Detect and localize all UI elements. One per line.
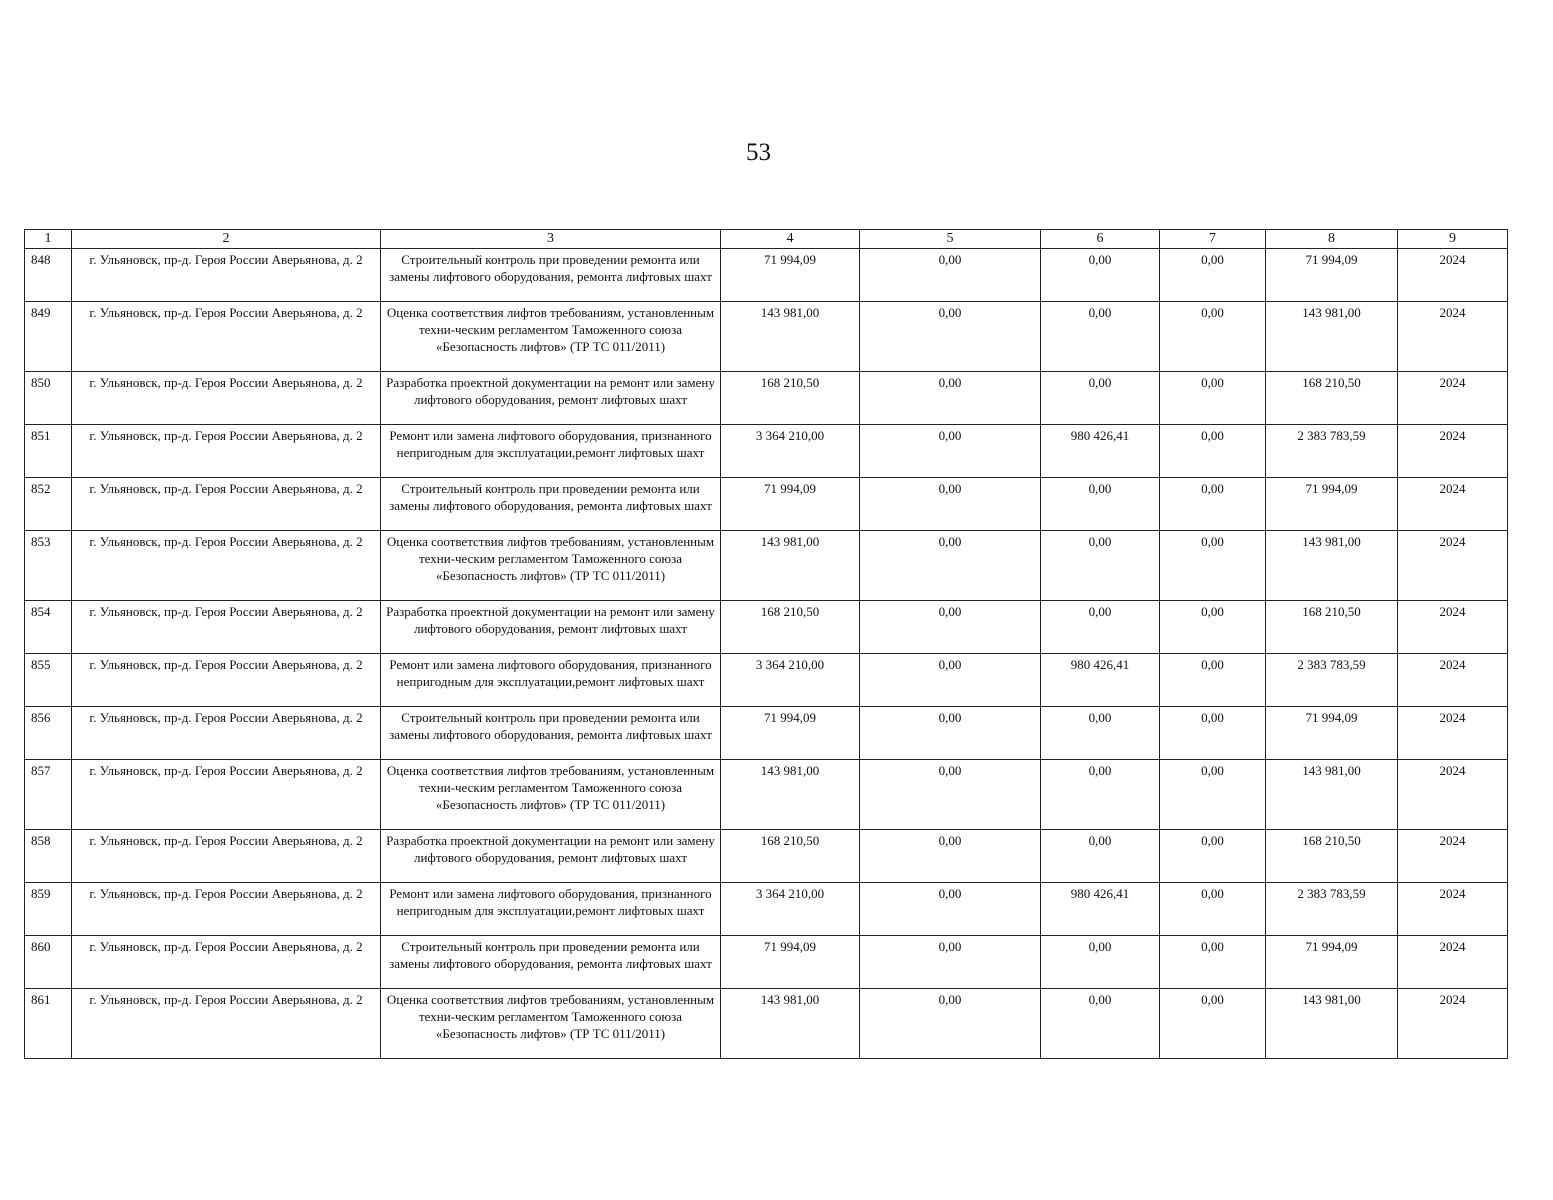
table-row bbox=[25, 601, 1508, 654]
work-description-cell: Разработка проектной документации на ремонт или замену лифтового оборудования, ремонт лифтовых шахт bbox=[381, 601, 721, 654]
header-row bbox=[25, 230, 1508, 249]
table-row bbox=[25, 654, 1508, 707]
total-cost-cell: 71 994,09 bbox=[721, 707, 860, 760]
total-cost-cell: 143 981,00 bbox=[721, 989, 860, 1059]
work-description-cell: Оценка соответствия лифтов требованиям, установленным техни-ческим регламентом Таможенного союза «Безопасность лифтов» (ТР ТС 011/2011) bbox=[381, 760, 721, 830]
column-6-cell: 0,00 bbox=[1041, 989, 1160, 1059]
column-7-cell: 0,00 bbox=[1160, 760, 1266, 830]
column-6-cell: 0,00 bbox=[1041, 531, 1160, 601]
total-cost-cell: 71 994,09 bbox=[721, 249, 860, 302]
column-header: 8 bbox=[1266, 230, 1398, 249]
column-8-cell: 143 981,00 bbox=[1266, 760, 1398, 830]
work-description-cell: Оценка соответствия лифтов требованиям, установленным техни-ческим регламентом Таможенного союза «Безопасность лифтов» (ТР ТС 011/2011) bbox=[381, 531, 721, 601]
table-row bbox=[25, 830, 1508, 883]
year-cell: 2024 bbox=[1398, 531, 1508, 601]
column-7-cell: 0,00 bbox=[1160, 478, 1266, 531]
address-cell: г. Ульяновск, пр-д. Героя России Аверьянова, д. 2 bbox=[72, 883, 381, 936]
column-8-cell: 71 994,09 bbox=[1266, 936, 1398, 989]
address-cell: г. Ульяновск, пр-д. Героя России Аверьянова, д. 2 bbox=[72, 478, 381, 531]
work-description-cell: Оценка соответствия лифтов требованиям, установленным техни-ческим регламентом Таможенного союза «Безопасность лифтов» (ТР ТС 011/2011) bbox=[381, 989, 721, 1059]
total-cost-cell: 3 364 210,00 bbox=[721, 883, 860, 936]
year-cell: 2024 bbox=[1398, 654, 1508, 707]
year-cell: 2024 bbox=[1398, 302, 1508, 372]
total-cost-cell: 143 981,00 bbox=[721, 531, 860, 601]
table-row bbox=[25, 302, 1508, 372]
year-cell: 2024 bbox=[1398, 372, 1508, 425]
work-description-cell: Оценка соответствия лифтов требованиям, установленным техни-ческим регламентом Таможенного союза «Безопасность лифтов» (ТР ТС 011/2011) bbox=[381, 302, 721, 372]
column-5-cell: 0,00 bbox=[860, 302, 1041, 372]
row-number: 850 bbox=[25, 372, 72, 425]
column-header: 2 bbox=[72, 230, 381, 249]
row-number: 858 bbox=[25, 830, 72, 883]
row-number: 861 bbox=[25, 989, 72, 1059]
column-5-cell: 0,00 bbox=[860, 707, 1041, 760]
year-cell: 2024 bbox=[1398, 883, 1508, 936]
work-description-cell: Строительный контроль при проведении ремонта или замены лифтового оборудования, ремонта лифтовых шахт bbox=[381, 936, 721, 989]
address-cell: г. Ульяновск, пр-д. Героя России Аверьянова, д. 2 bbox=[72, 707, 381, 760]
column-5-cell: 0,00 bbox=[860, 249, 1041, 302]
row-number: 852 bbox=[25, 478, 72, 531]
year-cell: 2024 bbox=[1398, 478, 1508, 531]
column-6-cell: 0,00 bbox=[1041, 760, 1160, 830]
table-row bbox=[25, 936, 1508, 989]
column-6-cell: 980 426,41 bbox=[1041, 425, 1160, 478]
column-7-cell: 0,00 bbox=[1160, 830, 1266, 883]
table-row bbox=[25, 249, 1508, 302]
work-description-cell: Разработка проектной документации на ремонт или замену лифтового оборудования, ремонт лифтовых шахт bbox=[381, 830, 721, 883]
column-7-cell: 0,00 bbox=[1160, 654, 1266, 707]
column-7-cell: 0,00 bbox=[1160, 302, 1266, 372]
column-5-cell: 0,00 bbox=[860, 425, 1041, 478]
total-cost-cell: 168 210,50 bbox=[721, 372, 860, 425]
work-description-cell: Строительный контроль при проведении ремонта или замены лифтового оборудования, ремонта лифтовых шахт bbox=[381, 478, 721, 531]
column-header: 9 bbox=[1398, 230, 1508, 249]
address-cell: г. Ульяновск, пр-д. Героя России Аверьянова, д. 2 bbox=[72, 989, 381, 1059]
total-cost-cell: 143 981,00 bbox=[721, 302, 860, 372]
column-header: 1 bbox=[25, 230, 72, 249]
work-description-cell: Ремонт или замена лифтового оборудования, признанного непригодным для эксплуатации,ремонт лифтовых шахт bbox=[381, 425, 721, 478]
row-number: 857 bbox=[25, 760, 72, 830]
row-number: 851 bbox=[25, 425, 72, 478]
column-7-cell: 0,00 bbox=[1160, 883, 1266, 936]
column-5-cell: 0,00 bbox=[860, 654, 1041, 707]
year-cell: 2024 bbox=[1398, 989, 1508, 1059]
column-5-cell: 0,00 bbox=[860, 601, 1041, 654]
column-6-cell: 980 426,41 bbox=[1041, 654, 1160, 707]
column-6-cell: 0,00 bbox=[1041, 707, 1160, 760]
address-cell: г. Ульяновск, пр-д. Героя России Аверьянова, д. 2 bbox=[72, 425, 381, 478]
column-5-cell: 0,00 bbox=[860, 531, 1041, 601]
column-header: 5 bbox=[860, 230, 1041, 249]
address-cell: г. Ульяновск, пр-д. Героя России Аверьянова, д. 2 bbox=[72, 372, 381, 425]
column-8-cell: 71 994,09 bbox=[1266, 707, 1398, 760]
column-8-cell: 143 981,00 bbox=[1266, 989, 1398, 1059]
column-header: 7 bbox=[1160, 230, 1266, 249]
work-description-cell: Ремонт или замена лифтового оборудования, признанного непригодным для эксплуатации,ремонт лифтовых шахт bbox=[381, 883, 721, 936]
year-cell: 2024 bbox=[1398, 707, 1508, 760]
year-cell: 2024 bbox=[1398, 936, 1508, 989]
address-cell: г. Ульяновск, пр-д. Героя России Аверьянова, д. 2 bbox=[72, 654, 381, 707]
column-8-cell: 143 981,00 bbox=[1266, 302, 1398, 372]
address-cell: г. Ульяновск, пр-д. Героя России Аверьянова, д. 2 bbox=[72, 531, 381, 601]
column-7-cell: 0,00 bbox=[1160, 707, 1266, 760]
row-number: 859 bbox=[25, 883, 72, 936]
column-8-cell: 2 383 783,59 bbox=[1266, 883, 1398, 936]
row-number: 853 bbox=[25, 531, 72, 601]
column-7-cell: 0,00 bbox=[1160, 249, 1266, 302]
row-number: 856 bbox=[25, 707, 72, 760]
total-cost-cell: 168 210,50 bbox=[721, 830, 860, 883]
column-8-cell: 168 210,50 bbox=[1266, 372, 1398, 425]
total-cost-cell: 3 364 210,00 bbox=[721, 654, 860, 707]
column-5-cell: 0,00 bbox=[860, 989, 1041, 1059]
table-row bbox=[25, 531, 1508, 601]
column-8-cell: 168 210,50 bbox=[1266, 830, 1398, 883]
column-6-cell: 0,00 bbox=[1041, 372, 1160, 425]
column-5-cell: 0,00 bbox=[860, 760, 1041, 830]
address-cell: г. Ульяновск, пр-д. Героя России Аверьянова, д. 2 bbox=[72, 830, 381, 883]
year-cell: 2024 bbox=[1398, 601, 1508, 654]
row-number: 849 bbox=[25, 302, 72, 372]
address-cell: г. Ульяновск, пр-д. Героя России Аверьянова, д. 2 bbox=[72, 760, 381, 830]
year-cell: 2024 bbox=[1398, 249, 1508, 302]
column-8-cell: 168 210,50 bbox=[1266, 601, 1398, 654]
column-8-cell: 71 994,09 bbox=[1266, 249, 1398, 302]
table-row bbox=[25, 707, 1508, 760]
year-cell: 2024 bbox=[1398, 830, 1508, 883]
column-6-cell: 0,00 bbox=[1041, 601, 1160, 654]
total-cost-cell: 143 981,00 bbox=[721, 760, 860, 830]
table-row bbox=[25, 883, 1508, 936]
column-7-cell: 0,00 bbox=[1160, 425, 1266, 478]
address-cell: г. Ульяновск, пр-д. Героя России Аверьянова, д. 2 bbox=[72, 936, 381, 989]
column-7-cell: 0,00 bbox=[1160, 601, 1266, 654]
row-number: 854 bbox=[25, 601, 72, 654]
column-6-cell: 0,00 bbox=[1041, 936, 1160, 989]
column-8-cell: 2 383 783,59 bbox=[1266, 654, 1398, 707]
work-description-cell: Разработка проектной документации на ремонт или замену лифтового оборудования, ремонт лифтовых шахт bbox=[381, 372, 721, 425]
table-row bbox=[25, 478, 1508, 531]
table-row bbox=[25, 372, 1508, 425]
column-7-cell: 0,00 bbox=[1160, 936, 1266, 989]
column-6-cell: 0,00 bbox=[1041, 478, 1160, 531]
address-cell: г. Ульяновск, пр-д. Героя России Аверьянова, д. 2 bbox=[72, 302, 381, 372]
column-8-cell: 71 994,09 bbox=[1266, 478, 1398, 531]
year-cell: 2024 bbox=[1398, 760, 1508, 830]
column-8-cell: 143 981,00 bbox=[1266, 531, 1398, 601]
row-number: 855 bbox=[25, 654, 72, 707]
column-6-cell: 980 426,41 bbox=[1041, 883, 1160, 936]
page-number: 53 bbox=[746, 139, 771, 166]
column-6-cell: 0,00 bbox=[1041, 830, 1160, 883]
column-header: 3 bbox=[381, 230, 721, 249]
row-number: 848 bbox=[25, 249, 72, 302]
total-cost-cell: 71 994,09 bbox=[721, 478, 860, 531]
column-6-cell: 0,00 bbox=[1041, 302, 1160, 372]
total-cost-cell: 71 994,09 bbox=[721, 936, 860, 989]
table-row bbox=[25, 425, 1508, 478]
column-7-cell: 0,00 bbox=[1160, 531, 1266, 601]
work-description-cell: Ремонт или замена лифтового оборудования, признанного непригодным для эксплуатации,ремонт лифтовых шахт bbox=[381, 654, 721, 707]
address-cell: г. Ульяновск, пр-д. Героя России Аверьянова, д. 2 bbox=[72, 601, 381, 654]
column-header: 6 bbox=[1041, 230, 1160, 249]
column-7-cell: 0,00 bbox=[1160, 372, 1266, 425]
year-cell: 2024 bbox=[1398, 425, 1508, 478]
table-row bbox=[25, 989, 1508, 1059]
work-description-cell: Строительный контроль при проведении ремонта или замены лифтового оборудования, ремонта лифтовых шахт bbox=[381, 707, 721, 760]
work-description-cell: Строительный контроль при проведении ремонта или замены лифтового оборудования, ремонта лифтовых шахт bbox=[381, 249, 721, 302]
column-5-cell: 0,00 bbox=[860, 936, 1041, 989]
address-cell: г. Ульяновск, пр-д. Героя России Аверьянова, д. 2 bbox=[72, 249, 381, 302]
column-5-cell: 0,00 bbox=[860, 478, 1041, 531]
works-table bbox=[24, 229, 1508, 1059]
total-cost-cell: 3 364 210,00 bbox=[721, 425, 860, 478]
total-cost-cell: 168 210,50 bbox=[721, 601, 860, 654]
column-7-cell: 0,00 bbox=[1160, 989, 1266, 1059]
column-header: 4 bbox=[721, 230, 860, 249]
column-5-cell: 0,00 bbox=[860, 830, 1041, 883]
column-5-cell: 0,00 bbox=[860, 883, 1041, 936]
row-number: 860 bbox=[25, 936, 72, 989]
column-6-cell: 0,00 bbox=[1041, 249, 1160, 302]
table-row bbox=[25, 760, 1508, 830]
column-5-cell: 0,00 bbox=[860, 372, 1041, 425]
column-8-cell: 2 383 783,59 bbox=[1266, 425, 1398, 478]
